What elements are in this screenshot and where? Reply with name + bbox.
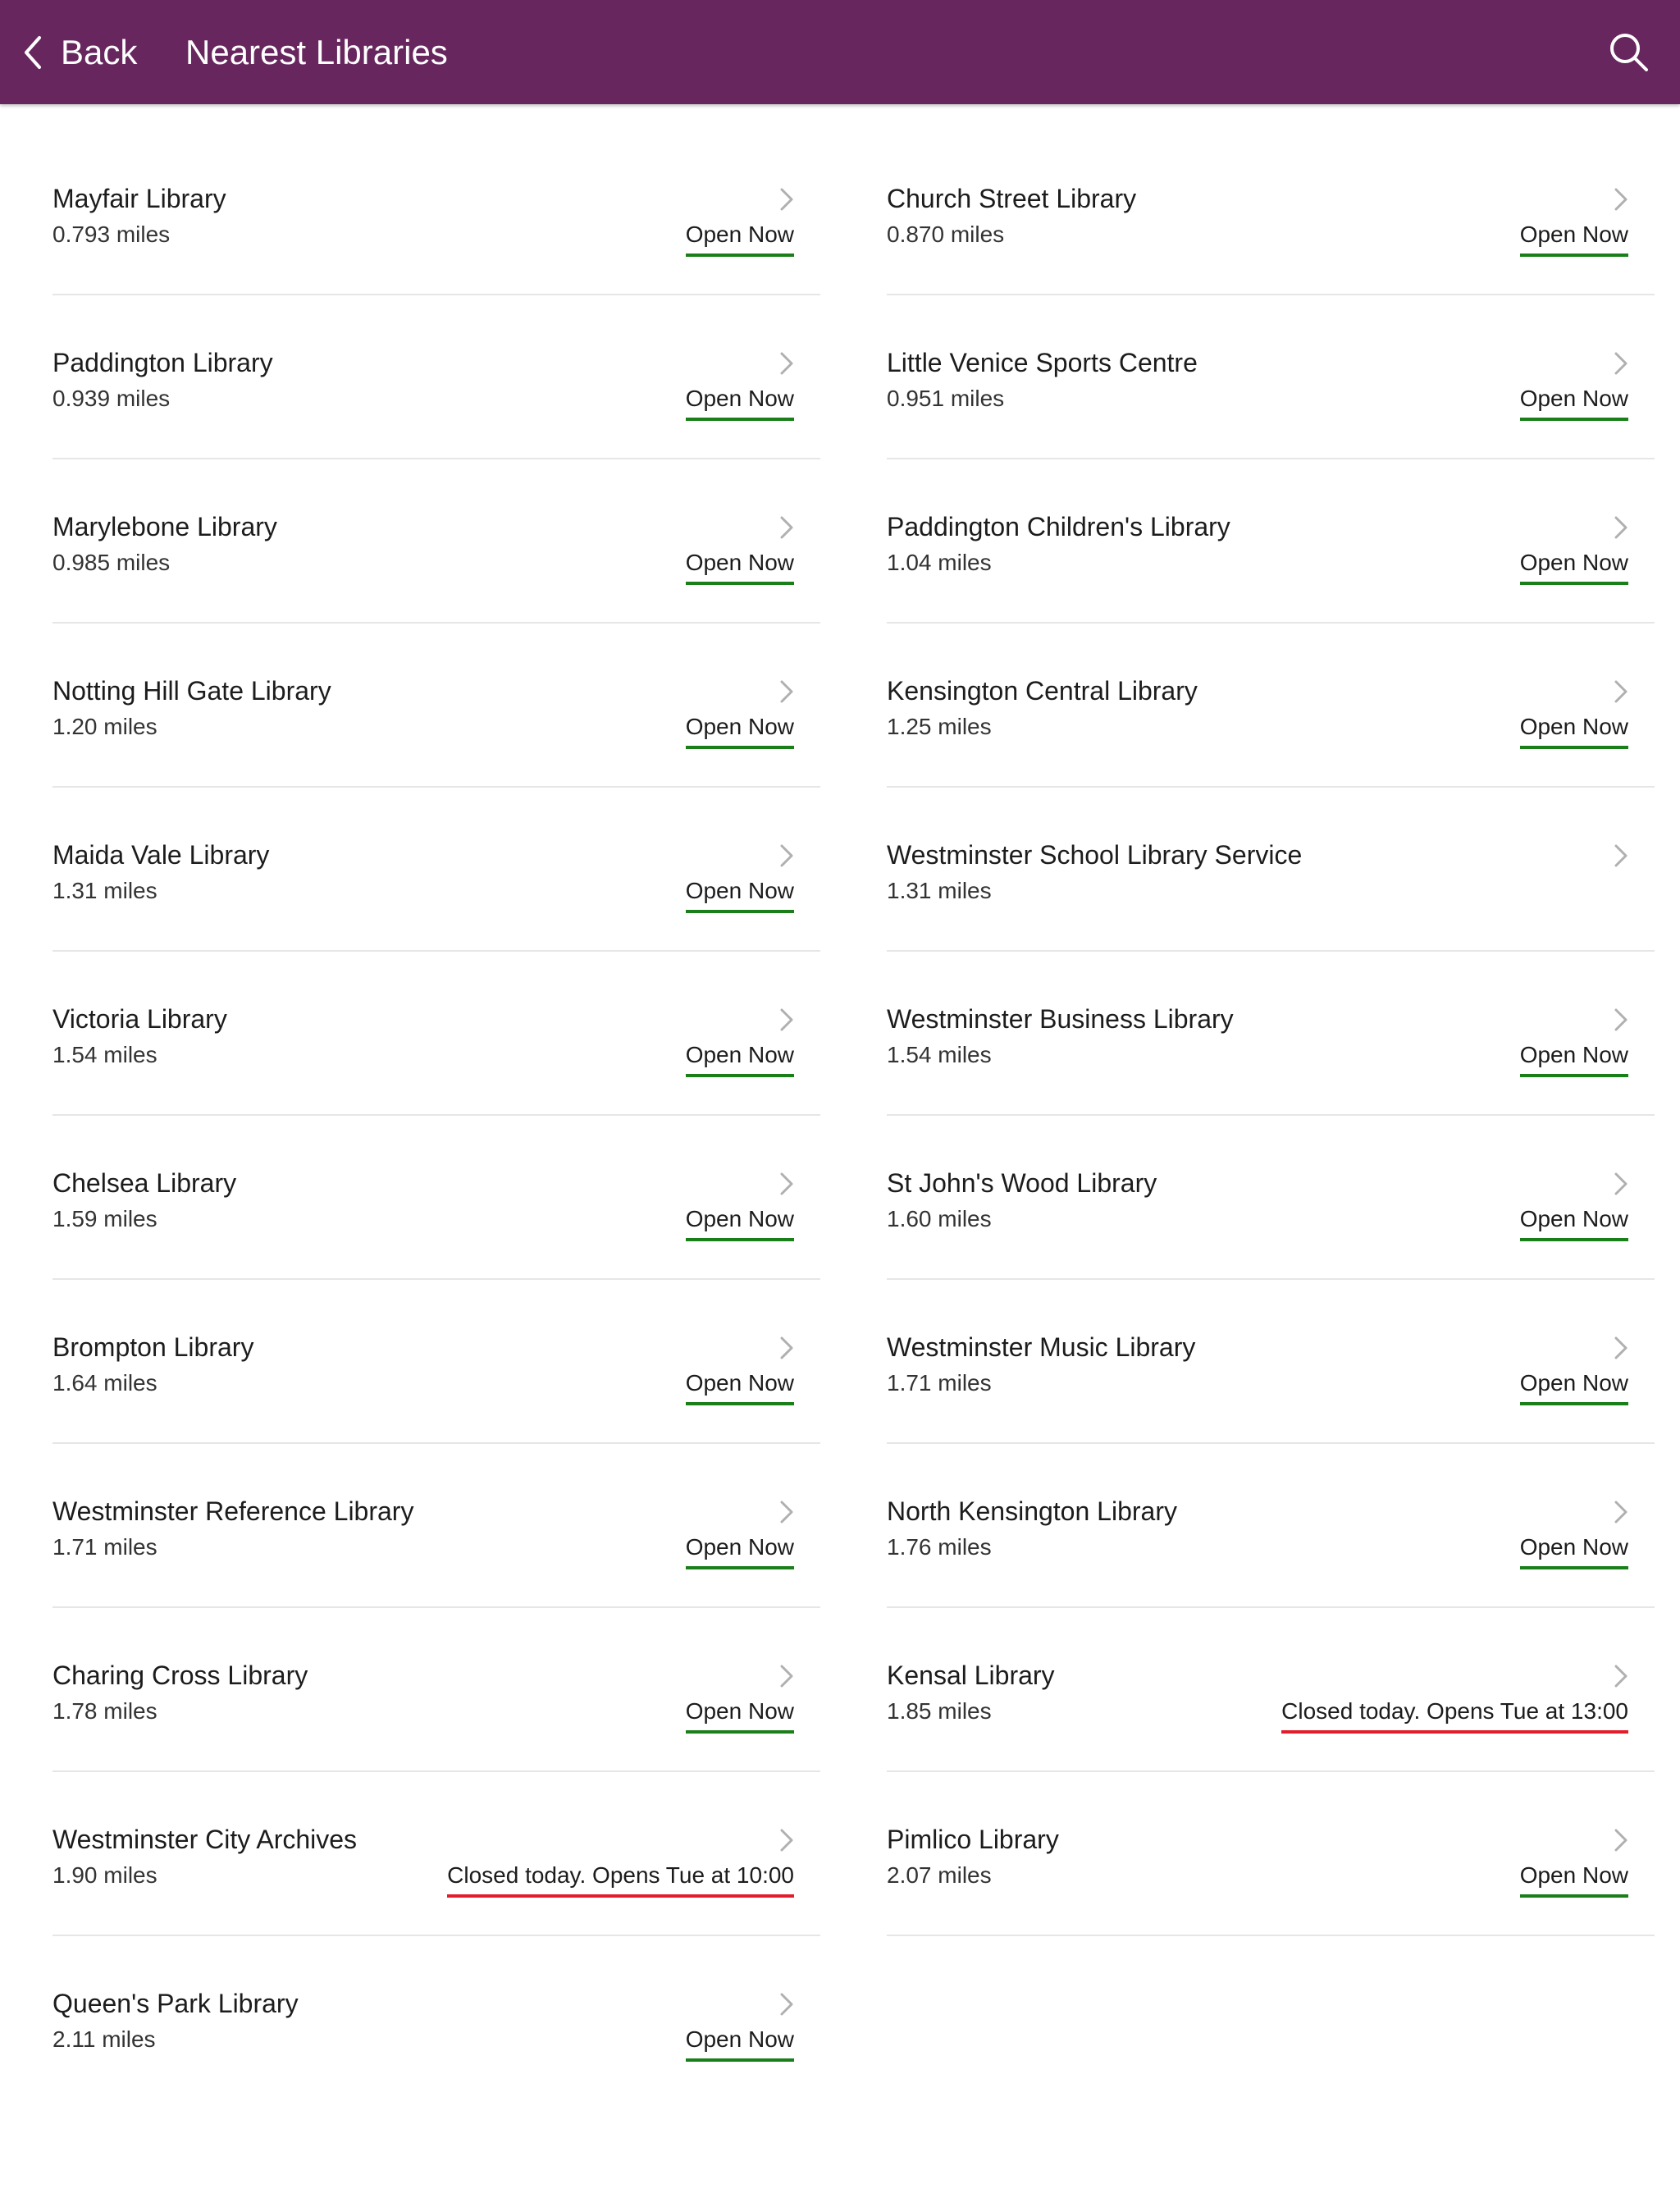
library-list-item[interactable] [52,624,820,788]
library-list-item[interactable] [52,1116,820,1280]
library-name: Westminster School Library Service [887,840,1303,870]
library-distance: 1.59 miles [52,1206,158,1231]
back-label: Back [61,33,138,71]
library-name: Paddington Children's Library [887,512,1230,541]
library-list-item[interactable] [887,1608,1655,1772]
chevron-right-icon [779,1007,794,1032]
library-list-item[interactable] [52,1608,820,1772]
chevron-right-icon [1614,1336,1628,1360]
library-name: Mayfair Library [52,184,226,213]
library-distance: 1.71 miles [52,1534,158,1560]
library-distance: 0.951 miles [887,386,1005,411]
library-list-item[interactable] [52,459,820,624]
library-distance: 1.20 miles [52,714,158,739]
library-name: Little Venice Sports Centre [887,348,1198,377]
search-icon[interactable] [1608,31,1650,74]
library-distance: 1.60 miles [887,1206,992,1231]
library-name: Marylebone Library [52,512,277,541]
chevron-right-icon [779,843,794,868]
library-status: Open Now [686,1533,794,1569]
library-list-item[interactable] [887,131,1655,295]
chevron-right-icon [1614,187,1628,212]
library-status: Open Now [1520,1041,1628,1077]
library-distance: 1.90 miles [52,1862,158,1888]
chevron-right-icon [1614,1500,1628,1524]
library-status: Open Now [686,1697,794,1734]
chevron-right-icon [1614,843,1628,868]
library-status: Open Now [686,385,794,421]
library-status: Open Now [686,1041,794,1077]
library-name: Westminster City Archives [52,1825,358,1854]
library-name: Church Street Library [887,184,1137,213]
library-list-item[interactable] [887,1116,1655,1280]
library-distance: 1.54 miles [887,1042,992,1067]
library-list-item[interactable] [887,295,1655,459]
library-distance: 0.793 miles [52,222,171,247]
library-list-item[interactable] [52,1280,820,1444]
library-status: Closed today. Opens Tue at 10:00 [447,1862,794,1898]
library-name: Queen's Park Library [52,1989,299,2018]
row-divider [887,1935,1655,1936]
library-distance: 1.25 miles [887,714,992,739]
library-name: Maida Vale Library [52,840,270,870]
library-name: Paddington Library [52,348,273,377]
library-name: Westminster Business Library [887,1004,1234,1034]
chevron-right-icon [1614,351,1628,376]
chevron-right-icon [1614,1828,1628,1853]
library-list-item[interactable] [52,295,820,459]
library-status: Open Now [686,549,794,585]
library-distance: 2.11 miles [52,2026,156,2052]
chevron-right-icon [1614,679,1628,704]
library-status: Open Now [686,877,794,913]
library-status: Open Now [1520,713,1628,749]
library-distance: 1.85 miles [887,1698,992,1724]
chevron-right-icon [779,1828,794,1853]
library-name: Westminster Reference Library [52,1496,414,1526]
library-name: Kensington Central Library [887,676,1198,706]
library-list-item[interactable] [887,952,1655,1116]
library-name: Chelsea Library [52,1168,237,1198]
library-status: Open Now [1520,1533,1628,1569]
library-status: Open Now [686,1205,794,1241]
chevron-right-icon [1614,1007,1628,1032]
chevron-right-icon [1614,1664,1628,1688]
library-list-item[interactable] [887,788,1655,952]
library-list-item[interactable] [887,1444,1655,1608]
library-status: Closed today. Opens Tue at 13:00 [1281,1697,1628,1734]
library-list-right [887,131,1655,1936]
chevron-right-icon [779,1992,794,2017]
library-list-item[interactable] [887,459,1655,624]
library-distance: 1.31 miles [887,878,992,903]
library-list-left [52,131,820,2100]
chevron-right-icon [779,679,794,704]
library-name: Kensal Library [887,1661,1055,1690]
library-name: North Kensington Library [887,1496,1177,1526]
library-status: Open Now [686,221,794,257]
library-name: Westminster Music Library [887,1332,1196,1362]
library-distance: 1.71 miles [887,1370,992,1396]
library-name: Charing Cross Library [52,1661,308,1690]
library-distance: 0.870 miles [887,222,1005,247]
library-list-item[interactable] [887,1280,1655,1444]
library-distance: 1.64 miles [52,1370,158,1396]
library-distance: 2.07 miles [887,1862,992,1888]
library-name: St John's Wood Library [887,1168,1157,1198]
library-list-item[interactable] [52,1772,820,1936]
library-list-item[interactable] [887,1772,1655,1936]
chevron-right-icon [779,187,794,212]
library-distance: 1.04 miles [887,550,992,575]
library-status: Open Now [1520,221,1628,257]
chevron-left-icon [21,34,44,71]
library-name: Notting Hill Gate Library [52,676,331,706]
library-list-item[interactable] [52,788,820,952]
library-status: Open Now [1520,1862,1628,1898]
library-status: Open Now [1520,1205,1628,1241]
chevron-right-icon [1614,1172,1628,1196]
library-name: Pimlico Library [887,1825,1059,1854]
library-status: Open Now [686,2026,794,2062]
library-status: Open Now [686,713,794,749]
library-list-item[interactable] [52,1444,820,1608]
chevron-right-icon [779,351,794,376]
nav-bar [0,0,1680,104]
library-list-item[interactable] [887,624,1655,788]
page-title: Nearest Libraries [185,33,448,71]
library-distance: 1.31 miles [52,878,158,903]
library-status: Open Now [1520,1369,1628,1405]
library-list-item[interactable] [52,952,820,1116]
library-list-item[interactable] [52,1936,820,2100]
chevron-right-icon [779,1500,794,1524]
chevron-right-icon [1614,515,1628,540]
library-distance: 1.78 miles [52,1698,158,1724]
chevron-right-icon [779,1336,794,1360]
library-distance: 1.76 miles [887,1534,992,1560]
library-distance: 0.985 miles [52,550,171,575]
library-name: Victoria Library [52,1004,227,1034]
library-name: Brompton Library [52,1332,254,1362]
library-status: Open Now [1520,549,1628,585]
back-button[interactable] [21,30,137,75]
library-status: Open Now [686,1369,794,1405]
library-distance: 1.54 miles [52,1042,158,1067]
library-list-item[interactable] [52,131,820,295]
library-distance: 0.939 miles [52,386,171,411]
chevron-right-icon [779,515,794,540]
chevron-right-icon [779,1172,794,1196]
chevron-right-icon [779,1664,794,1688]
library-status: Open Now [1520,385,1628,421]
